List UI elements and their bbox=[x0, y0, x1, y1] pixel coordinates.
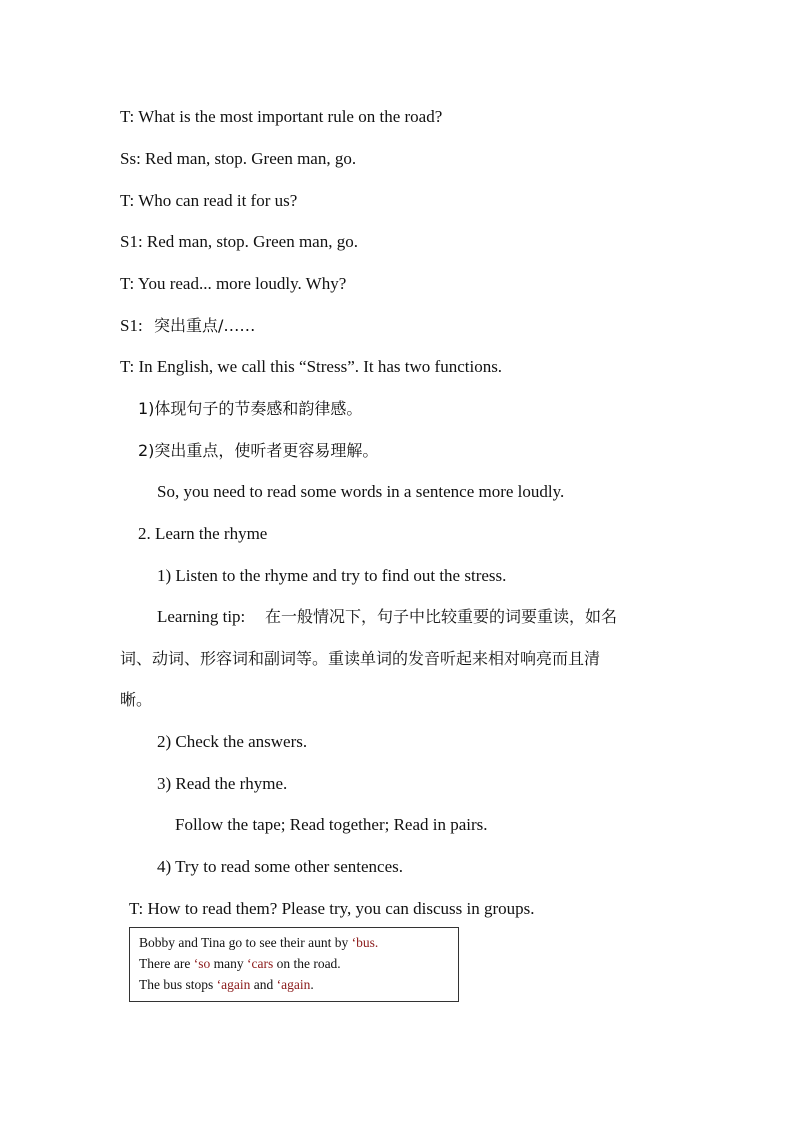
learning-tip-text-2: 词、动词、形容词和副词等。重读单词的发音听起来相对响亮而且清 bbox=[120, 649, 601, 668]
dialogue-line-1: T: What is the most important rule on the road? bbox=[120, 107, 443, 126]
learning-tip-text-1: 在一般情况下，句子中比较重要的词要重读，如名 bbox=[265, 607, 618, 626]
teacher-prompt: T: How to read them? Please try, you can discuss in groups. bbox=[129, 899, 535, 918]
rhyme-text: Bobby and Tina go to see their aunt by bbox=[139, 935, 352, 950]
rhyme-box bbox=[129, 927, 459, 1002]
dialogue-line-4: S1: Red man, stop. Green man, go. bbox=[120, 232, 358, 251]
rhyme-line-1 bbox=[139, 935, 378, 951]
rhyme-text: many bbox=[210, 956, 247, 971]
dialogue-line-6-speaker: S1: bbox=[120, 316, 143, 335]
learning-tip-label: Learning tip: bbox=[157, 607, 246, 626]
stressed-word: ‘cars bbox=[246, 956, 274, 971]
dialogue-line-7: T: In English, we call this “Stress”. It has two functions. bbox=[120, 357, 503, 376]
step-1: 1) Listen to the rhyme and try to find out the stress. bbox=[157, 566, 507, 585]
step-2: 2) Check the answers. bbox=[157, 732, 308, 751]
rhyme-text: on the road. bbox=[273, 956, 341, 971]
step-4: 4) Try to read some other sentences. bbox=[157, 857, 403, 876]
rhyme-line-2 bbox=[139, 956, 341, 972]
stressed-word: ‘bus bbox=[351, 935, 375, 950]
step-3: 3) Read the rhyme. bbox=[157, 774, 288, 793]
section-heading: 2. Learn the rhyme bbox=[138, 524, 268, 543]
dialogue-line-2: Ss: Red man, stop. Green man, go. bbox=[120, 149, 357, 168]
function-item-1: 1)体现句子的节奏感和韵律感。 bbox=[138, 399, 363, 418]
stressed-word: ‘again bbox=[276, 977, 311, 992]
dialogue-line-6-text: 突出重点/…… bbox=[154, 316, 256, 335]
stressed-word: ‘so bbox=[193, 956, 211, 971]
function-summary: So, you need to read some words in a sentence more loudly. bbox=[157, 482, 565, 501]
dialogue-line-5: T: You read... more loudly. Why? bbox=[120, 274, 347, 293]
learning-tip-text-3: 晰。 bbox=[120, 690, 153, 709]
rhyme-text: There are bbox=[139, 956, 194, 971]
dialogue-line-3: T: Who can read it for us? bbox=[120, 191, 298, 210]
rhyme-text: and bbox=[250, 977, 277, 992]
stressed-word: ‘again bbox=[216, 977, 251, 992]
rhyme-line-3 bbox=[139, 977, 314, 993]
step-3-detail: Follow the tape; Read together; Read in pairs. bbox=[175, 815, 488, 834]
rhyme-text: The bus stops bbox=[139, 977, 217, 992]
rhyme-punctuation: . bbox=[374, 935, 379, 950]
rhyme-punctuation: . bbox=[310, 977, 314, 992]
function-item-2: 2)突出重点，使听者更容易理解。 bbox=[138, 441, 379, 460]
